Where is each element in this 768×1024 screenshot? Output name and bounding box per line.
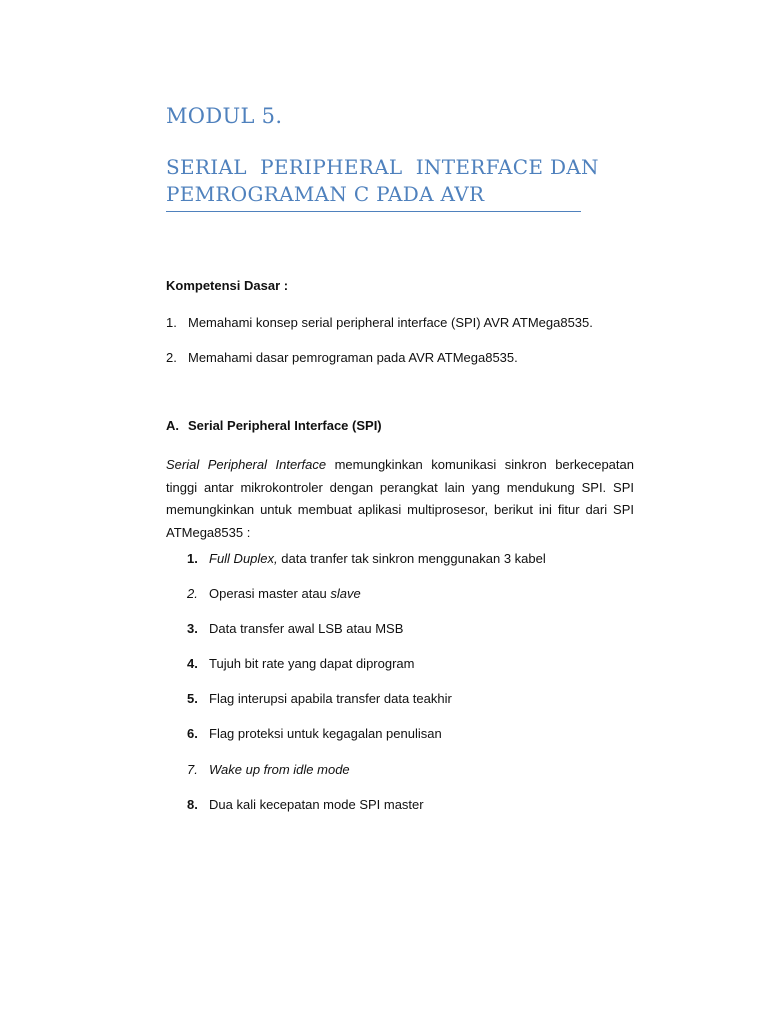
section-a-number: A. bbox=[166, 418, 179, 433]
section-a-heading: Serial Peripheral Interface (SPI) bbox=[188, 418, 382, 433]
feature-text bbox=[209, 587, 361, 600]
module-title: MODUL 5. bbox=[166, 104, 283, 128]
feature-text bbox=[209, 552, 546, 565]
section-a-paragraph bbox=[166, 454, 634, 544]
feature-text: Flag interupsi apabila transfer data teakhir bbox=[209, 691, 452, 706]
kompetensi-item-number: 2. bbox=[166, 350, 177, 365]
feature-text: Data transfer awal LSB atau MSB bbox=[209, 621, 404, 636]
feature-plain: Operasi master atau bbox=[209, 586, 331, 601]
feature-text: Dua kali kecepatan mode SPI master bbox=[209, 797, 424, 812]
paragraph-body: memungkinkan komunikasi sinkron berkecepatan tinggi antar mikrokontroler dengan perangkat lain yang mendukung SPI. SPI memungkinkan untuk membuat aplikasi multiprosesor, berikut ini fitur dari SPI ATMega8535 : bbox=[166, 457, 634, 540]
kompetensi-item-text: Memahami konsep serial peripheral interface (SPI) AVR ATMega8535. bbox=[188, 315, 593, 330]
feature-number: 1. bbox=[187, 551, 198, 566]
feature-number: 8. bbox=[187, 797, 198, 812]
chapter-title-line-1: SERIAL PERIPHERAL INTERFACE DAN bbox=[166, 155, 599, 179]
feature-number: 2. bbox=[187, 586, 198, 601]
paragraph-term: Serial Peripheral Interface bbox=[166, 457, 327, 472]
feature-text: Tujuh bit rate yang dapat diprogram bbox=[209, 656, 415, 671]
feature-number: 4. bbox=[187, 656, 198, 671]
feature-italic: slave bbox=[330, 586, 361, 601]
feature-italic: Full Duplex, bbox=[209, 551, 278, 566]
feature-text: Wake up from idle mode bbox=[209, 762, 350, 777]
kompetensi-item-text: Memahami dasar pemrograman pada AVR ATMega8535. bbox=[188, 350, 518, 365]
chapter-title-line-2: PEMROGRAMAN C PADA AVR bbox=[166, 182, 485, 206]
title-underline bbox=[166, 211, 581, 212]
kompetensi-item-number: 1. bbox=[166, 315, 177, 330]
feature-number: 7. bbox=[187, 762, 198, 777]
feature-plain: data tranfer tak sinkron menggunakan 3 kabel bbox=[277, 551, 546, 566]
kompetensi-heading: Kompetensi Dasar : bbox=[166, 278, 289, 293]
feature-number: 5. bbox=[187, 691, 198, 706]
feature-number: 3. bbox=[187, 621, 198, 636]
feature-text: Flag proteksi untuk kegagalan penulisan bbox=[209, 726, 442, 741]
feature-number: 6. bbox=[187, 726, 198, 741]
